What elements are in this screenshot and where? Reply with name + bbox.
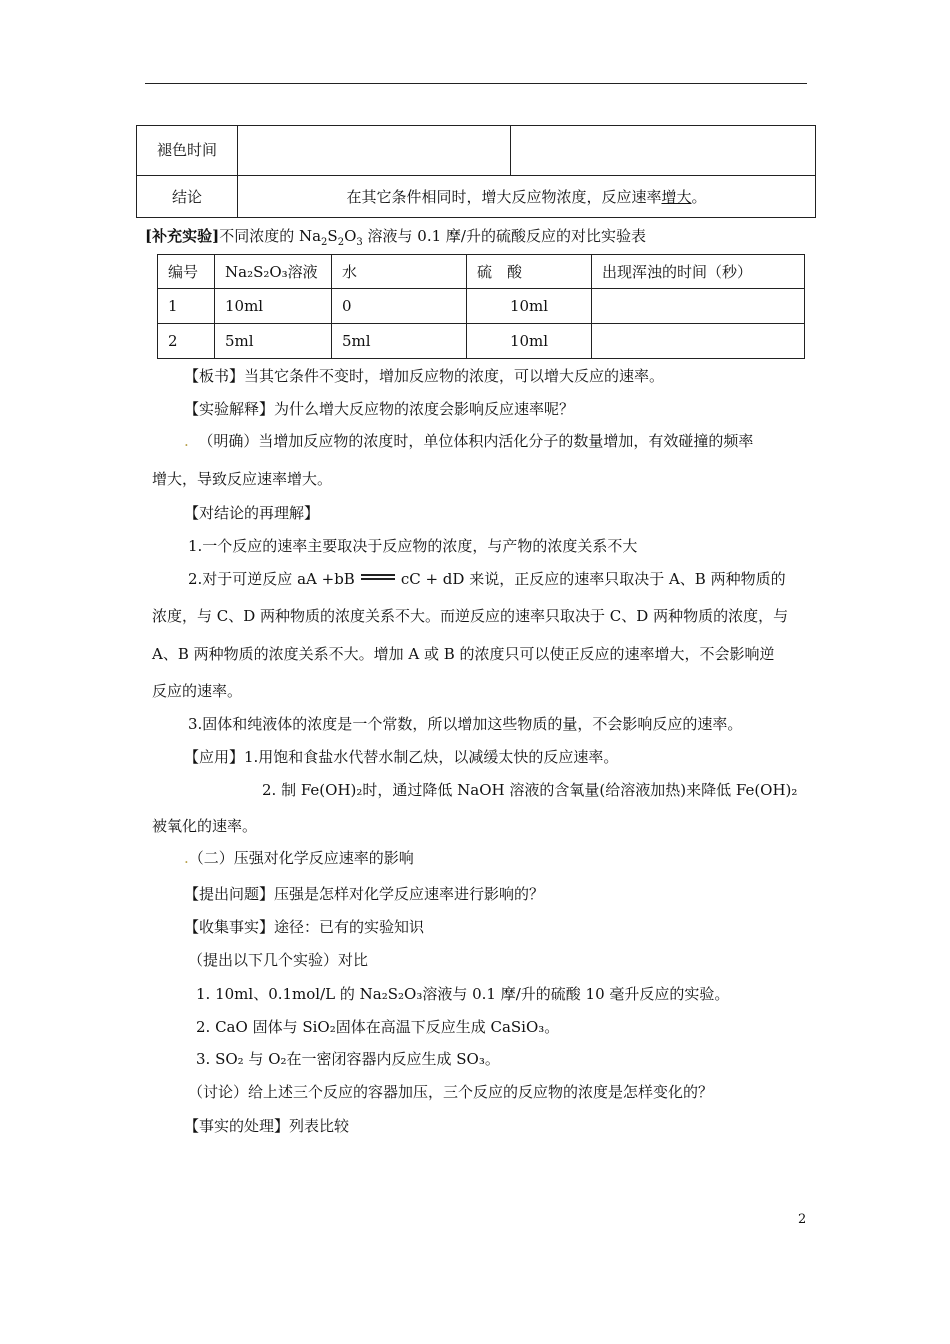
fade-time-label: 褪色时间: [137, 126, 238, 176]
rethink-item-2-cont-1: 浓度，与 C、D 两种物质的浓度关系不大。而逆反应的速率只取决于 C、D 两种物质的浓度，与: [152, 607, 789, 625]
conclusion-text: 在其它条件相同时，增大反应物浓度，反应速率增大。: [238, 176, 816, 218]
experiment-explain: 【实验解释】为什么增大反应物的浓度会影响反应速率呢？: [184, 400, 575, 418]
fade-time-cell-1: [238, 126, 511, 176]
experiment-3: 3. SO₂ 与 O₂在一密闭容器内反应生成 SO₃。: [196, 1050, 500, 1068]
discussion: （讨论）给上述三个反应的容器加压，三个反应的反应物的浓度是怎样变化的？: [188, 1083, 714, 1101]
propose-experiments: （提出以下几个实验）对比: [188, 951, 369, 969]
experiment-2: 2. CaO 固体与 SiO₂固体在高温下反应生成 CaSiO₃。: [196, 1018, 560, 1036]
rethink-item-2-cont-2: A、B 两种物质的浓度关系不大。增加 A 或 B 的浓度只可以使正反应的速率增大，不会影响逆: [152, 645, 775, 663]
experiment-1: 1. 10ml、0.1mol/L 的 Na₂S₂O₃溶液与 0.1 摩/升的硫酸 10 毫升反应的实验。: [196, 985, 730, 1003]
application-2-cont: 被氧化的速率。: [152, 817, 258, 835]
equilibrium-arrow-icon: [361, 573, 395, 581]
clarify-line-1: . （明确）当增加反应物的浓度时，单位体积内活化分子的数量增加，有效碰撞的频率: [184, 432, 754, 450]
collect-facts: 【收集事实】途径：已有的实验知识: [184, 918, 425, 936]
conclusion-label: 结论: [137, 176, 238, 218]
th-no: 编号: [158, 255, 215, 289]
board-note: 【板书】当其它条件不变时，增加反应物的浓度，可以增大反应的速率。: [184, 367, 665, 385]
section-pressure: .（二）压强对化学反应速率的影响: [184, 849, 414, 867]
application-1: 【应用】1.用饱和食盐水代替水制乙炔，以减缓太快的反应速率。: [184, 748, 619, 766]
supplement-title: [补充实验]不同浓度的 $Na_2S_2O_3$ 溶液与 0.1 摩/升的硫酸反应的对比实验表: [145, 227, 646, 248]
fact-processing: 【事实的处理】列表比较: [184, 1117, 350, 1135]
concentration-table: [157, 254, 805, 359]
rethink-item-3: 3.固体和纯液体的浓度是一个常数，所以增加这些物质的量，不会影响反应的速率。: [188, 715, 743, 733]
result-table: [136, 125, 816, 218]
th-water: 水: [332, 255, 467, 289]
clarify-line-2: 增大，导致反应速率增大。: [152, 470, 333, 488]
rethink-item-2-cont-3: 反应的速率。: [152, 682, 243, 700]
table-row: 2 5ml 5ml 10ml: [158, 324, 805, 359]
rethink-item-1: 1.一个反应的速率主要取决于反应物的浓度，与产物的浓度关系不大: [188, 537, 638, 555]
th-acid: 硫 酸: [467, 255, 592, 289]
fade-time-cell-2: [511, 126, 816, 176]
rethink-heading: 【对结论的再理解】: [184, 504, 320, 522]
th-solution: Na₂S₂O₃溶液: [215, 255, 332, 289]
rethink-item-2: 2.对于可逆反应 aA +bB cC + dD 来说，正反应的速率只取决于 A、B 两种物质的: [188, 570, 786, 588]
application-2: 2. 制 Fe(OH)₂时，通过降低 NaOH 溶液的含氧量(给溶液加热)来降低 Fe(OH)₂: [262, 781, 798, 799]
table-row: 1 10ml 0 10ml: [158, 289, 805, 324]
th-time: 出现浑浊的时间（秒）: [592, 255, 805, 289]
header-rule: [145, 83, 807, 84]
page-number: 2: [798, 1212, 807, 1227]
raise-question: 【提出问题】压强是怎样对化学反应速率进行影响的？: [184, 885, 545, 903]
